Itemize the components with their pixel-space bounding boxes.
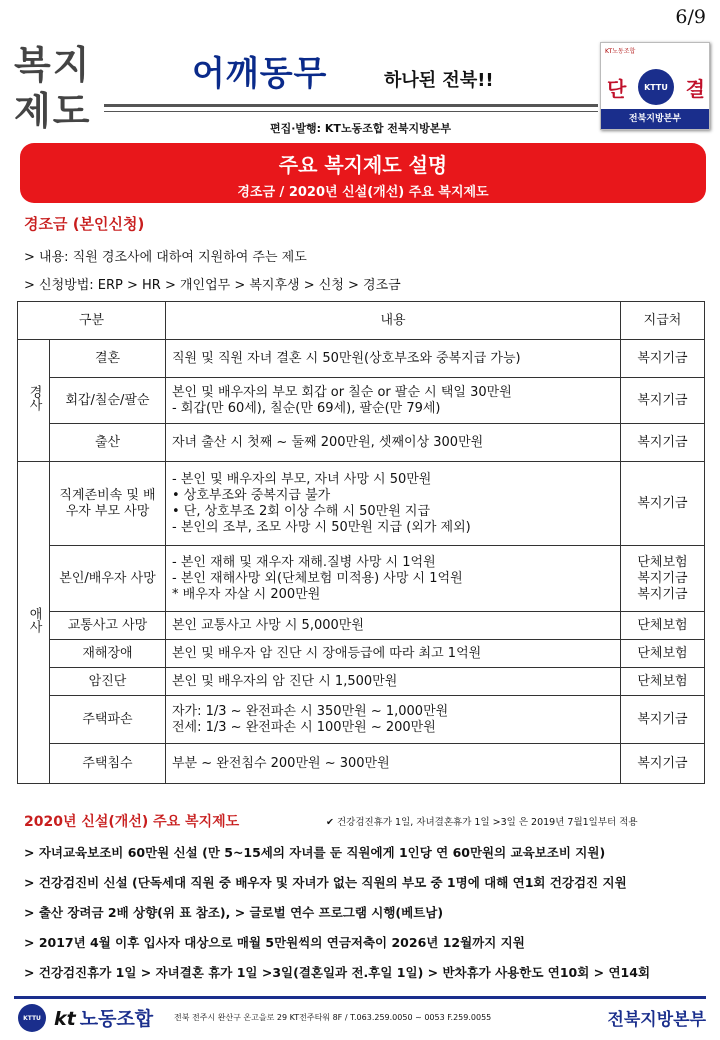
section-line-how-to-apply: > 신청방법: ERP > HR > 개인업무 > 복지후생 > 신청 > 경조금 <box>24 278 401 293</box>
table-row <box>18 378 705 424</box>
table-header-row <box>18 302 705 340</box>
logo-left-char: 단 <box>607 76 627 101</box>
row-content <box>166 546 621 612</box>
table-row <box>18 424 705 462</box>
content-line: - 본인의 조부, 조모 사망 시 50만원 지급 (외가 제외) <box>172 519 471 535</box>
newsletter-title: 어깨동무 <box>192 54 328 94</box>
content-line: - 본인 재해 및 재우자 재해.질병 사망 시 1억원 <box>172 554 436 570</box>
row-content <box>166 424 621 462</box>
payer-line: 단체보험 <box>637 554 688 570</box>
row-content <box>166 744 621 784</box>
content-line: - 본인 및 배우자의 부모, 자녀 사망 시 50만원 <box>172 471 432 487</box>
row-payer: 단체보험 <box>621 612 705 640</box>
footer-divider <box>14 996 706 999</box>
table-row <box>18 640 705 668</box>
union-logo <box>600 42 710 130</box>
content-line: 부분 ~ 완전침수 200만원 ~ 300만원 <box>172 755 390 771</box>
table-row <box>18 744 705 784</box>
row-payer: 복지기금 <box>621 340 705 378</box>
footer-office: 전북지방본부 <box>607 1010 706 1030</box>
row-content <box>166 612 621 640</box>
row-category: 교통사고 사망 <box>50 612 166 640</box>
content-line: - 본인 재해사망 외(단체보험 미적용) 사망 시 1억원 <box>172 570 463 586</box>
flower-emblem-icon: KTTU <box>638 69 674 105</box>
section-line-content: > 내용: 직원 경조사에 대하여 지원하여 주는 제도 <box>24 250 307 265</box>
header-content: 내용 <box>166 302 621 340</box>
content-line: 전세: 1/3 ~ 완전파손 시 100만원 ~ 200만원 <box>172 719 436 735</box>
content-line: • 상호부조와 중복지급 불가 <box>172 487 331 503</box>
welfare-label-line-2: 제도 <box>14 88 92 133</box>
row-payer: 복지기금 <box>621 462 705 546</box>
page-number: 6/9 <box>675 6 706 28</box>
new-benefit-line: > 건강검진비 신설 (단독세대 직원 중 배우자 및 자녀가 없는 직원의 부모 중 1명에 대해 연1회 건강검진 지원 <box>24 875 627 890</box>
new-benefit-line: > 2017년 4월 이후 입사자 대상으로 매월 5만원씩의 연금저축이 2026년 12월까지 지원 <box>24 935 525 950</box>
payer-line: 복지기금 <box>637 570 688 586</box>
row-category: 본인/배우자 사망 <box>50 546 166 612</box>
row-content <box>166 378 621 424</box>
row-content <box>166 696 621 744</box>
row-payer: 복지기금 <box>621 744 705 784</box>
new-benefit-line: > 자녀교육보조비 60만원 신설 (만 5~15세의 자녀를 둔 직원에게 1인당 연 60만원의 교육보조비 지원) <box>24 845 606 860</box>
new-benefit-line: > 출산 장려금 2배 상향(위 표 참조), > 글로벌 연수 프로그램 시행(베트남) <box>24 905 444 920</box>
table-row <box>18 462 705 546</box>
section-title-condolence: 경조금 (본인신청) <box>24 215 145 233</box>
table-row <box>18 340 705 378</box>
table-row <box>18 696 705 744</box>
row-content <box>166 668 621 696</box>
header-divider <box>104 104 598 112</box>
row-category: 재해장애 <box>50 640 166 668</box>
row-category: 주택침수 <box>50 744 166 784</box>
banner-subtitle: 경조금 / 2020년 신설(개선) 주요 복지제도 <box>237 185 489 200</box>
group-label: 경사 <box>26 385 42 411</box>
footer-address: 전북 전주시 완산구 온고을로 29 KT전주타워 8F / T.063.259.0050 ~ 0053 F.259.0055 <box>174 1013 492 1022</box>
row-payer: 복지기금 <box>621 696 705 744</box>
group-label: 애사 <box>26 607 42 633</box>
section-title-new-benefits: 2020년 신설(개선) 주요 복지제도 <box>24 814 240 830</box>
group-celebration <box>18 340 50 462</box>
content-line: • 단, 상호부조 2회 이상 수해 시 50만원 지급 <box>172 503 431 519</box>
effective-date-note: ✔ 건강검진휴가 1일, 자녀결혼휴가 1일 >3일 은 2019년 7월1일부터 적용 <box>326 817 638 828</box>
table-row <box>18 668 705 696</box>
content-line: 자녀 출산 시 첫째 ~ 둘째 200만원, 셋째이상 300만원 <box>172 434 484 450</box>
row-category: 직계존비속 및 배우자 부모 사망 <box>50 462 166 546</box>
table-row <box>18 546 705 612</box>
row-payer: 단체보험 <box>621 668 705 696</box>
row-category: 암진단 <box>50 668 166 696</box>
payer-line: 복지기금 <box>637 586 688 602</box>
row-category: 주택파손 <box>50 696 166 744</box>
publisher-line: 편집·발행: KT노동조합 전북지방본부 <box>270 122 452 135</box>
banner-title: 주요 복지제도 설명 <box>278 153 448 177</box>
welfare-system-label <box>14 42 91 134</box>
content-line: 자가: 1/3 ~ 완전파손 시 350만원 ~ 1,000만원 <box>172 703 449 719</box>
row-payer: 복지기금 <box>621 378 705 424</box>
title-banner <box>20 143 706 203</box>
group-condolence <box>18 462 50 784</box>
logo-top-text: KT노동조합 <box>605 48 636 55</box>
row-category: 결혼 <box>50 340 166 378</box>
content-line: 본인 및 배우자의 암 진단 시 1,500만원 <box>172 673 398 689</box>
content-line: 본인 및 배우자 암 진단 시 장애등급에 따라 최고 1억원 <box>172 645 482 661</box>
table-row <box>18 612 705 640</box>
row-category: 회갑/칠순/팔순 <box>50 378 166 424</box>
logo-characters <box>607 69 705 105</box>
brand-name: 노동조합 <box>79 1008 154 1030</box>
footer <box>14 1000 706 1036</box>
header-category: 구분 <box>18 302 166 340</box>
kt-logo: kt <box>54 1008 76 1030</box>
welfare-label-line-1: 복지 <box>14 42 92 87</box>
newsletter-subtitle: 하나된 전북!! <box>384 70 494 91</box>
row-category: 출산 <box>50 424 166 462</box>
row-content <box>166 462 621 546</box>
content-line: 본인 및 배우자의 부모 회갑 or 칠순 or 팔순 시 택일 30만원 <box>172 384 512 400</box>
row-payer: 단체보험 <box>621 640 705 668</box>
content-line: 직원 및 직원 자녀 결혼 시 50만원(상호부조와 중복지급 가능) <box>172 350 521 366</box>
row-content <box>166 640 621 668</box>
footer-brand <box>54 1004 153 1031</box>
row-payer: 복지기금 <box>621 424 705 462</box>
new-benefit-line: > 건강검진휴가 1일 > 자녀결혼 휴가 1일 >3일(결혼일과 전.후일 1일) > 반차휴가 사용한도 연10회 > 연14회 <box>24 965 651 980</box>
union-emblem-icon: KTTU <box>18 1004 46 1032</box>
header-payer: 지급처 <box>621 302 705 340</box>
benefits-table <box>17 301 705 784</box>
row-content <box>166 340 621 378</box>
row-payer <box>621 546 705 612</box>
content-line: 본인 교통사고 사망 시 5,000만원 <box>172 617 364 633</box>
logo-right-char: 결 <box>685 76 705 101</box>
content-line: * 배우자 자살 시 200만원 <box>172 586 321 602</box>
logo-bottom-text: 전북지방본부 <box>601 109 709 129</box>
content-line: - 회갑(만 60세), 칠순(만 69세), 팔순(만 79세) <box>172 400 441 416</box>
